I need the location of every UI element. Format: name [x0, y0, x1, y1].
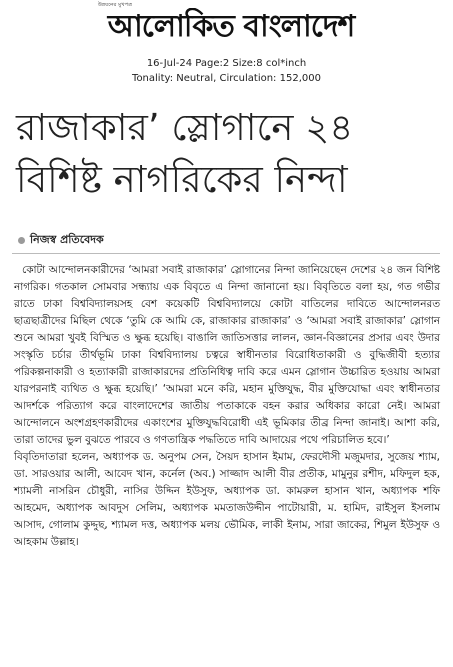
byline-bullet-icon: [18, 237, 25, 244]
masthead-tagline: উন্নয়নের মুখপত্র: [98, 2, 133, 8]
article-body: [14, 262, 440, 551]
article-byline: [18, 231, 104, 250]
byline-divider: [12, 253, 440, 254]
newspaper-masthead: [0, 0, 453, 56]
article-headline: [16, 102, 436, 206]
headline-line-2: বিশিষ্ট নাগরিকের নিন্দা: [16, 158, 348, 201]
headline-line-1: রাজাকার’ স্লোগানে ২৪: [16, 106, 354, 149]
body-paragraph-1: কোটা আন্দোলনকারীদের ‘আমরা সবাই রাজাকার’ স্লোগানের নিন্দা জানিয়েছেন দেশের ২৪ জন বিশিষ্ট নাগরিক। গতকাল সোমবার সন্ধ্যায় এক বিবৃতে এ নিন্দা জানানো হয়। বিবৃতিতে বলা হয়, গত গভীর রাতে ঢাকা বিশ্ববিদ্যালয়সহ বেশ কয়েকটি বিশ্ববিদ্যালয়ে কোটা বাতিলের দাবিতে আন্দোলনরত ছাত্রছাত্রীদের মিছিল থেকে ‘তুমি কে আমি কে, রাজাকার রাজাকার’ ও ‘আমরা সবাই রাজাকার’ স্লোগান শুনে আমরা খুবই বিস্মিত ও ক্ষুব্ধ হয়েছি। বাঙালি জাতিসত্তার লালন, জ্ঞান-বিজ্ঞানের প্রসার এবং উদার সংস্কৃতি চর্চার তীর্থভূমি ঢাকা বিশ্ববিদ্যালয় চত্বরে স্বাধীনতার বিরোধিতাকারী ও বুদ্ধিজীবী হত্যার পরিকল্পনাকারী ও হত্যাকারী রাজাকারদের প্রতিনিধিত্ব দাবি করে এমন স্লোগান উচ্চারিত হওয়ায় আমরা যারপরনাই ব্যথিত ও ক্ষুব্ধ হয়েছি।’ ‘আমরা মনে করি, মহান মুক্তিযুদ্ধ, বীর মুক্তিযোদ্ধা এবং স্বাধীনতার আদর্শকে পরিত্যাগ করে বাংলাদেশের জাতীয় পতাকাকে বহন করার অধিকার কারো নেই। আমরা আন্দোলনে অংশগ্রহণকারীদের একাংশের মুক্তিযুদ্ধবিরোধী এই ভূমিকার তীব্র নিন্দা জানাই। আশা করি, তারা তাদের ভুল বুঝতে পারবে ও গণতান্ত্রিক পদ্ধতিতে দাবি আদায়ের পথে পরিচালিত হবে।’: [14, 264, 440, 446]
body-paragraph-2: বিবৃতিদাতারা হলেন, অধ্যাপক ড. অনুপম সেন, সৈয়দ হাসান ইমাম, ফেরদৌসী মজুমদার, সুজেয় শ্যাম, ডা. সারওয়ার আলী, আবেদ খান, কর্নেল (অব.) সাজ্জাদ আলী বীর প্রতীক, মামুনুর রশীদ, মফিদুল হক, শ্যামলী নাসরিন চৌধুরী, নাসির উদ্দিন ইউসুফ, অধ্যাপক ডা. কামরুল হাসান খান, অধ্যাপক শফি আহমেদ, অধ্যাপক আবদুস সেলিম, অধ্যাপক মমতাজউদ্দীন পাটোয়ারী, ম. হামিদ, রাইসুল ইসলাম আসাদ, গোলাম কুদ্দুছ, শ্যামল দত্ত, অধ্যাপক মলয় ভৌমিক, লাকী ইনাম, সারা জাকের, শিমুল ইউসুফ ও আহকাম উল্লাহ।: [14, 451, 440, 548]
byline-text: নিজস্ব প্রতিবেদক: [30, 233, 104, 246]
clipping-tonality-circulation: Tonality: Neutral, Circulation: 152,000: [132, 73, 321, 84]
newspaper-logo: আলোকিত বাংলাদেশ: [107, 9, 355, 44]
clipping-date-page-size: 16-Jul-24 Page:2 Size:8 col*inch: [146, 58, 307, 69]
